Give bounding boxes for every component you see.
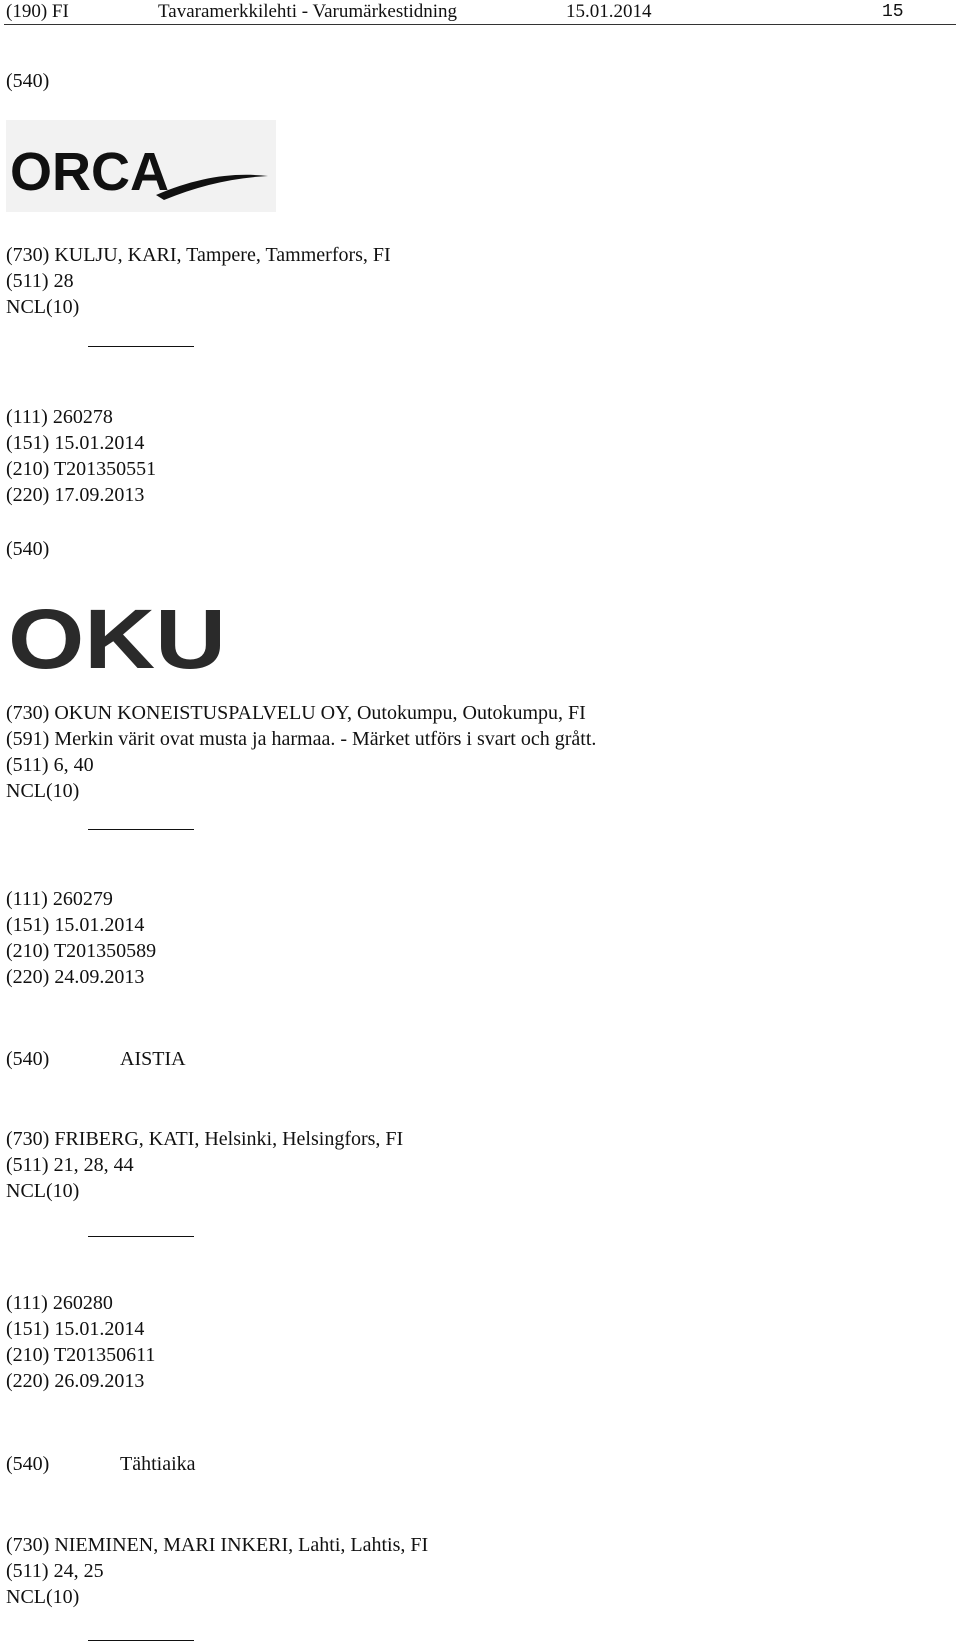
application-number: (210) T201350611: [6, 1344, 156, 1366]
entry-separator: [88, 346, 194, 347]
ncl: NCL(10): [6, 780, 80, 802]
holder: (730) KULJU, KARI, Tampere, Tammerfors, FI: [6, 244, 391, 266]
filing-date: (220) 26.09.2013: [6, 1370, 145, 1392]
registration-number: (111) 260279: [6, 888, 113, 910]
application-number: (210) T201350589: [6, 940, 157, 962]
mark-colors: (591) Merkin värit ovat musta ja harmaa. - Märket utförs i svart och grått.: [6, 728, 597, 750]
registration-date: (151) 15.01.2014: [6, 1318, 145, 1340]
orca-swoosh-icon: [156, 175, 268, 200]
classes: (511) 24, 25: [6, 1560, 104, 1582]
header-publication: Tavaramerkkilehti - Varumärkestidning: [158, 1, 458, 22]
ncl: NCL(10): [6, 1586, 80, 1608]
classes: (511) 6, 40: [6, 754, 94, 776]
application-number: (210) T201350551: [6, 458, 157, 480]
holder: (730) NIEMINEN, MARI INKERI, Lahti, Lahtis, FI: [6, 1534, 429, 1556]
mark-code: (540): [6, 1048, 50, 1070]
mark-code: (540): [6, 1453, 50, 1475]
registration-number: (111) 260280: [6, 1292, 113, 1314]
entry-separator: [88, 1236, 194, 1237]
ncl: NCL(10): [6, 296, 80, 318]
header-date: 15.01.2014: [566, 1, 652, 22]
classes: (511) 21, 28, 44: [6, 1154, 134, 1176]
holder: (730) OKUN KONEISTUSPALVELU OY, Outokumpu, Outokumpu, FI: [6, 702, 586, 724]
classes: (511) 28: [6, 270, 74, 292]
oku-logo-text: OKU: [8, 598, 226, 672]
entry-separator: [88, 1640, 194, 1641]
orca-logo-text: ORCA: [10, 142, 169, 202]
page-header: [4, 0, 956, 25]
orca-logo: [6, 120, 276, 212]
word-mark: Tähtiaika: [120, 1453, 196, 1475]
header-code: (190) FI: [6, 1, 69, 22]
entry-separator: [88, 829, 194, 830]
registration-number: (111) 260278: [6, 406, 113, 428]
filing-date: (220) 24.09.2013: [6, 966, 145, 988]
registration-date: (151) 15.01.2014: [6, 432, 145, 454]
word-mark: AISTIA: [120, 1048, 186, 1070]
page-number: 15: [882, 2, 904, 22]
oku-logo: [6, 598, 232, 672]
holder: (730) FRIBERG, KATI, Helsinki, Helsingfors, FI: [6, 1128, 404, 1150]
ncl: NCL(10): [6, 1180, 80, 1202]
filing-date: (220) 17.09.2013: [6, 484, 145, 506]
mark-code: (540): [6, 538, 50, 560]
registration-date: (151) 15.01.2014: [6, 914, 145, 936]
mark-code: (540): [6, 70, 50, 92]
